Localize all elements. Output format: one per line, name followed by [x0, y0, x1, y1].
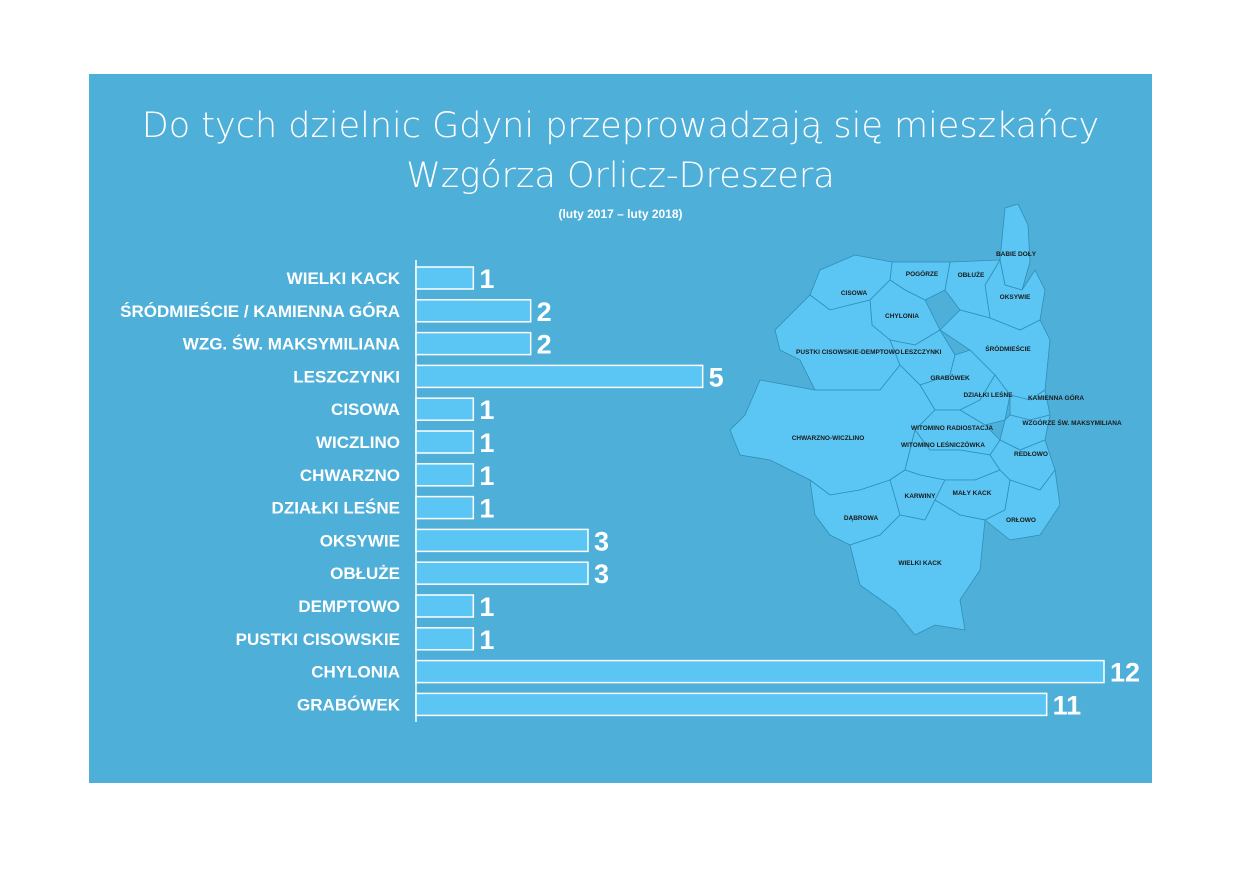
chart-title-line2: Wzgórza Orlicz-Dreszera: [406, 156, 835, 196]
category-label-11: PUSTKI CISOWSKIE: [235, 629, 400, 649]
map-label-dzialki-lesne: DZIAŁKI LEŚNE: [963, 392, 1013, 399]
value-label-0: 1: [479, 264, 495, 294]
category-label-8: OKSYWIE: [319, 531, 400, 551]
map-label-oksywie: OKSYWIE: [999, 294, 1031, 301]
map-label-witomino-lesniczowka: WITOMINO LEŚNICZÓWKA: [900, 442, 986, 449]
value-label-12: 12: [1110, 657, 1141, 688]
value-label-5: 1: [479, 428, 495, 458]
category-label-1: ŚRÓDMIEŚCIE / KAMIENNA GÓRA: [120, 301, 400, 321]
map-label-cisowa: CISOWA: [840, 290, 868, 297]
map-label-srodmiescie: ŚRÓDMIEŚCIE: [985, 346, 1031, 353]
value-label-2: 2: [536, 329, 552, 360]
value-label-3: 5: [708, 362, 724, 393]
chart-subtitle: (luty 2017 – luty 2018): [558, 207, 683, 221]
category-label-4: CISOWA: [331, 400, 400, 420]
category-label-2: WZG. ŚW. MAKSYMILIANA: [182, 334, 400, 354]
value-label-6: 1: [479, 460, 495, 491]
map-label-obluze: OBŁUŻE: [957, 272, 985, 279]
map-label-pogorze: POGÓRZE: [905, 271, 939, 278]
value-label-10: 1: [479, 592, 495, 622]
map-label-maly-kack: MAŁY KACK: [952, 490, 992, 497]
map-label-orlowo: ORŁOWO: [1006, 517, 1036, 524]
category-label-9: OBŁUŻE: [330, 564, 400, 584]
map-label-chwarzno-wiczlino: CHWARZNO-WICZLINO: [791, 435, 865, 442]
map-label-leszczynki: LESZCZYNKI: [900, 349, 942, 356]
map-label-pustki-cisowskie-demptowo: PUSTKI CISOWSKIE-DEMPTOWO: [796, 349, 900, 356]
category-label-7: DZIAŁKI LEŚNE: [271, 498, 400, 518]
map-label-babie-doly: BABIE DOŁY: [995, 251, 1037, 258]
map-label-karwiny: KARWINY: [904, 493, 936, 500]
category-label-6: CHWARZNO: [299, 465, 400, 485]
map-label-dabrowa: DĄBROWA: [843, 515, 879, 522]
value-label-13: 11: [1052, 690, 1082, 721]
map-label-kamienna-gora: KAMIENNA GÓRA: [1027, 395, 1085, 402]
value-label-1: 2: [536, 296, 552, 327]
category-label-13: GRABÓWEK: [297, 695, 400, 715]
district-babie-doly: [1000, 204, 1030, 290]
map-label-wzgorze-sw-maksymiliana: WZGÓRZE ŚW. MAKSYMILIANA: [1022, 420, 1122, 427]
value-label-9: 3: [594, 559, 610, 590]
category-label-12: CHYLONIA: [311, 662, 400, 682]
category-label-0: WIELKI KACK: [286, 269, 400, 288]
value-label-4: 1: [479, 395, 495, 426]
value-label-7: 1: [479, 493, 495, 524]
map-label-wielki-kack: WIELKI KACK: [898, 560, 942, 567]
map-label-witomino-radiostacja: WITOMINO RADIOSTACJA: [910, 425, 994, 432]
value-label-8: 3: [594, 526, 610, 557]
category-label-10: DEMPTOWO: [298, 597, 400, 616]
category-label-5: WICZLINO: [315, 433, 400, 452]
map-label-chylonia: CHYLONIA: [885, 313, 919, 320]
chart-title-line1: Do tych dzielnic Gdyni przeprowadzają się mieszkańcy: [141, 106, 1100, 146]
map-districts: [730, 204, 1060, 635]
value-label-11: 1: [479, 624, 495, 655]
map-label-redlowo: REDŁOWO: [1014, 451, 1048, 458]
map-label-grabowek: GRABÓWEK: [930, 375, 970, 382]
category-label-3: LESZCZYNKI: [293, 367, 400, 387]
